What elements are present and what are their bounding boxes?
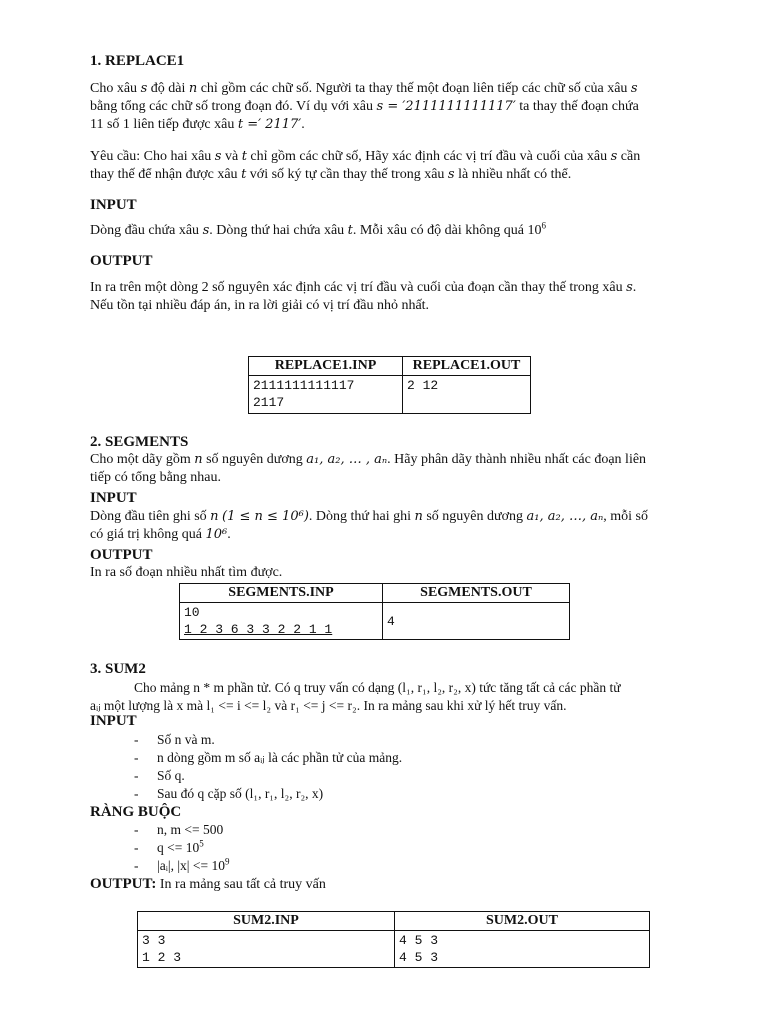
text: cần [617,149,641,164]
text: có giá trị không quá [90,527,206,542]
problem-segments-output [90,564,690,582]
var-n: n [210,509,219,524]
var-n: n [188,81,198,96]
heading: INPUT [90,713,137,729]
problem-segments-description [90,451,690,487]
problem-segments-input [90,508,690,544]
text: và [221,149,242,164]
problem-replace1-output [90,279,690,315]
heading: INPUT [90,197,137,213]
text: tiếp có tổng bằng nhau. [90,470,222,485]
var-t: t [347,223,353,238]
text: . Mỗi xâu có độ dài không quá 10 [352,223,542,238]
text: Cho một dãy gồm [90,452,195,467]
text: Dòng đầu tiên ghi số [90,509,211,524]
table-header-inp: SUM2.INP [138,912,395,931]
list-item: - Số n và m. [90,731,690,749]
text: chỉ gồm các chữ số, Hãy xác định các vị trí đầu và cuối của xâu [246,149,611,164]
exponent: 9 [225,856,230,867]
table-cell-inp [180,603,383,640]
heading: OUTPUT [90,253,153,269]
text: Yêu cầu: Cho hai xâu [90,149,215,164]
table-header-inp: SEGMENTS.INP [180,584,383,603]
sum2-example-table [137,911,650,968]
text: số nguyên dương [422,509,527,524]
var-s: s [630,81,638,96]
table-cell-out: 4 5 3 4 5 3 [395,931,650,968]
text: số nguyên dương [202,452,307,467]
text: . Dòng thứ hai chứa xâu [209,223,348,238]
sequence: a₁, a₂, …, aₙ [526,509,604,524]
heading: INPUT [90,490,137,506]
list-item [90,821,690,839]
problem-segments-output-heading [90,546,690,564]
var-s: s [447,167,455,182]
text: thay thế để nhận được xâu [90,167,242,182]
problem-replace1-description [90,80,690,134]
heading: 3. SUM2 [90,661,146,677]
problem-replace1-title [90,52,690,70]
text: . Dòng thứ hai ghi [308,509,415,524]
text: ta thay thế đoạn chứa [515,99,639,114]
var-s: s [140,81,148,96]
exponent: 6 [541,220,546,231]
sequence: a₁, a₂, … , aₙ [306,452,388,467]
list-item: - Số q. [90,767,690,785]
problem-sum2-output [90,875,690,894]
text: chỉ gồm các chữ số. Người ta thay thế một đoạn liên tiếp các chữ số của xâu [197,81,631,96]
table-cell-inp: 2111111111117 2117 [249,376,403,414]
var-n: n [194,452,203,467]
problem-replace1-input [90,222,690,240]
text: với số ký tự cần thay thế trong xâu [246,167,448,182]
text: n, m <= 500 [157,822,224,837]
heading: OUTPUT: [90,876,157,892]
list-item: - n dòng gồm m số aᵢⱼ là các phần tử của mảng. [90,749,690,767]
problem-segments-title [90,433,690,451]
example-s: s = ′2111111111117′ [376,99,516,114]
text: . [632,280,637,295]
heading: OUTPUT [90,547,153,563]
problem-replace1-input-heading [90,196,690,214]
exponent: 5 [199,838,204,849]
heading: 2. SEGMENTS [90,434,189,450]
table-header-out: REPLACE1.OUT [403,357,531,376]
inp-line-1: 10 [184,605,200,620]
text: aᵢⱼ một lượng là x mà l₁ <= i <= l₂ và r₁ <= j <= r₂. In ra mảng sau khi xử lý hết truy vấn. [90,698,567,713]
problem-sum2-title [90,660,690,678]
problem-sum2-constraints-list [90,821,690,875]
text: |aᵢ|, |x| <= 10 [157,858,225,873]
heading: 1. REPLACE1 [90,53,185,69]
text: In ra mảng sau tất cả truy vấn [156,877,326,892]
table-cell-out: 2 12 [403,376,531,414]
example-t: t =′ 2117′ [237,117,302,132]
text: . [227,527,231,542]
replace1-example-table [248,356,531,414]
problem-sum2-input-heading [90,712,690,730]
table-header-inp: REPLACE1.INP [249,357,403,376]
var-s: s [626,280,633,295]
text: In ra số đoạn nhiều nhất tìm được. [90,565,283,580]
text: q <= 10 [157,840,200,855]
text: In ra trên một dòng 2 số nguyên xác định các vị trí đầu và cuối của đoạn cần thay thế trong xâu [90,280,627,295]
table-cell-inp: 3 3 1 2 3 [138,931,395,968]
var-t: t [241,167,247,182]
text: 11 số 1 liên tiếp được xâu [90,117,238,132]
text: độ dài [147,81,189,96]
problem-sum2-constraints-heading [90,803,690,821]
var-s: s [202,223,210,238]
segments-example-table [179,583,570,640]
list-item [90,857,690,875]
text: bằng tổng các chữ số trong đoạn đó. Ví dụ với xâu [90,99,377,114]
problem-replace1-requirement [90,148,690,184]
list-item [90,839,690,857]
problem-sum2-input-list [90,731,690,803]
table-header-out: SEGMENTS.OUT [383,584,570,603]
text: . [301,117,305,132]
table-cell-out: 4 [383,603,570,640]
text: , mỗi số [603,509,648,524]
var-n: n [414,509,423,524]
var-s: s [610,149,618,164]
text: Cho mảng n * m phần tử. Có q truy vấn có dạng (l₁, r₁, l₂, r₂, x) tức tăng tất cả các phần tử [134,680,621,695]
var-t: t [241,149,247,164]
max-value: 10⁶ [205,527,228,542]
heading: RÀNG BUỘC [90,804,182,820]
text: . Hãy phân dãy thành nhiều nhất các đoạn liên [387,452,647,467]
text: Nếu tồn tại nhiều đáp án, in ra lời giải có vị trí đầu nhỏ nhất. [90,298,430,313]
problem-segments-input-heading [90,489,690,507]
var-s: s [214,149,222,164]
text: Cho xâu [90,81,141,96]
problem-replace1-output-heading [90,252,690,270]
constraint: (1 ≤ n ≤ 10⁶) [222,509,309,524]
problem-sum2-description [90,679,690,715]
table-header-out: SUM2.OUT [395,912,650,931]
text: là nhiều nhất có thể. [454,167,572,182]
text: Dòng đầu chứa xâu [90,223,203,238]
list-item: - Sau đó q cặp số (l₁, r₁, l₂, r₂, x) [90,785,690,803]
inp-line-2: 1 2 3 6 3 3 2 2 1 1 [184,622,333,637]
